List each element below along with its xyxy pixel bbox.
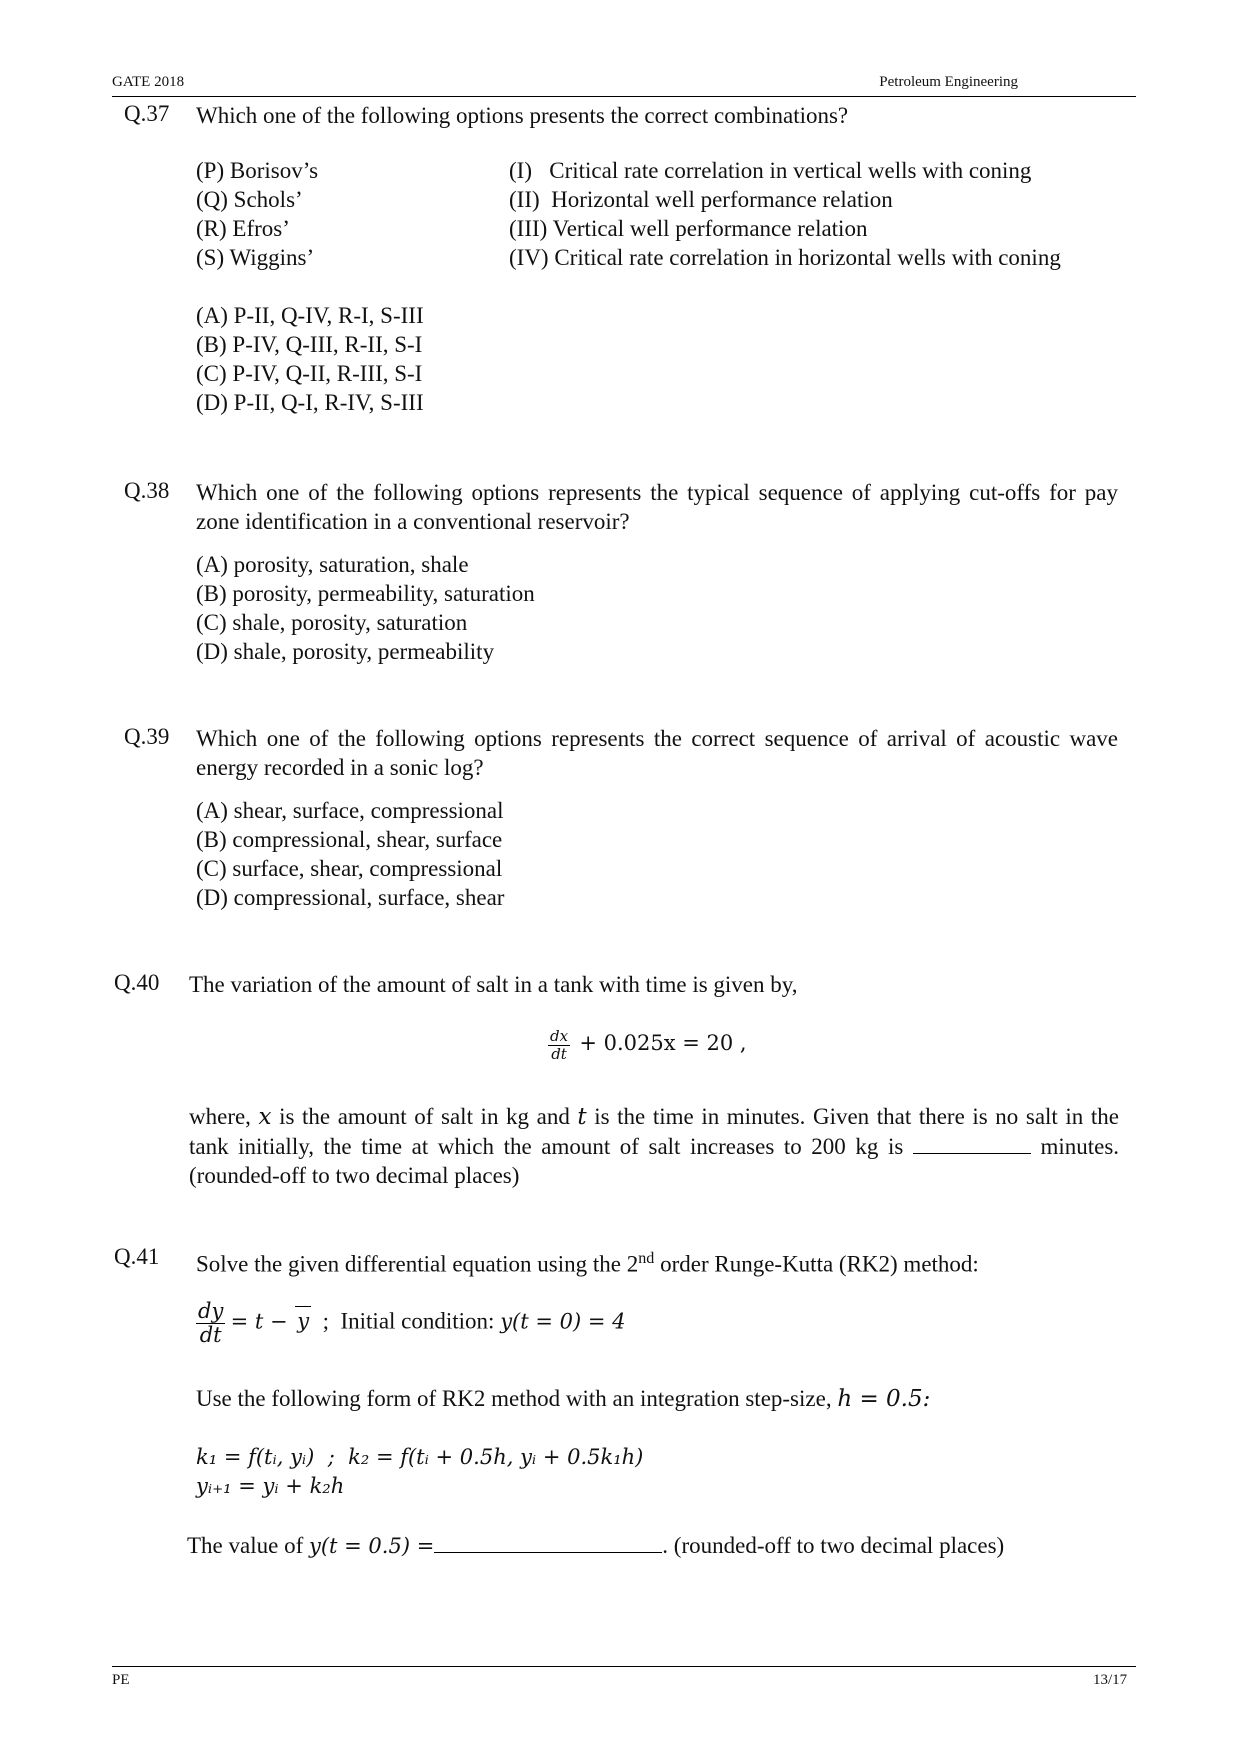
option-c[interactable]: (C) shale, porosity, saturation [196,610,468,635]
match-left-item: (S) Wiggins’ [196,245,315,270]
answer-blank[interactable] [434,1552,662,1553]
match-right-item: (II) Horizontal well performance relation [509,187,893,212]
question-text: Solve the given differential equation using the 2nd order Runge-Kutta (RK2) method: [196,1250,979,1277]
option-a[interactable]: (A) shear, surface, compressional [196,798,504,823]
option-c[interactable]: (C) surface, shear, compressional [196,856,503,881]
answer-line: The value of y(t = 0.5) = . (rounded-off to two decimal places) [187,1533,1005,1558]
sqrt-symbol: y [295,1306,311,1336]
rk2-k-formula: k₁ = f(tᵢ, yᵢ) ; k₂ = f(tᵢ + 0.5h, yᵢ + 0.5k₁h) [196,1445,644,1469]
question-text: Which one of the following options represents the typical sequence of applying cut-offs for pay zone identification in a conventional reservoir? [196,480,1118,534]
option-c[interactable]: (C) P-IV, Q-II, R-III, S-I [196,361,423,386]
option-a[interactable]: (A) P-II, Q-IV, R-I, S-III [196,303,424,328]
method-text: Use the following form of RK2 method with an integration step-size, h = 0.5: [196,1386,931,1412]
option-d[interactable]: (D) compressional, surface, shear [196,885,505,910]
option-a[interactable]: (A) porosity, saturation, shale [196,552,469,577]
match-left-item: (Q) Schols’ [196,187,303,212]
question-number: Q.40 [114,970,160,995]
question-number: Q.41 [114,1244,160,1269]
equation-fraction: $\frac{dy}{dt}$ [198,1299,224,1348]
question-number: Q.38 [124,478,170,503]
footer-code: PE [112,1672,130,1688]
equation-rhs: + 0.025x = 20 , [579,1030,747,1055]
answer-blank[interactable] [913,1153,1031,1154]
option-d[interactable]: (D) shale, porosity, permeability [196,639,495,664]
question-number: Q.39 [124,724,170,749]
question-body: where, x is the amount of salt in kg and t is the time in minutes. Given that there is no salt in the tank initially, the time at which the amount of salt increases to 200 kg is minutes. (rounded-off to two decimal places) [189,1104,1120,1188]
differential-equation: $\frac{dy}{dt}$ = t − y ; Initial condition: y(t = 0) = 4 [198,1299,626,1348]
rk2-update-formula: yᵢ₊₁ = yᵢ + k₂h [196,1474,345,1498]
equation [548,1028,747,1062]
option-b[interactable]: (B) compressional, shear, surface [196,827,503,852]
page-header [112,74,1136,97]
match-right-item: (III) Vertical well performance relation [509,216,868,241]
question-text: Which one of the following options represents the correct sequence of arrival of acoustic wave energy recorded in a sonic log? [196,726,1118,780]
option-d[interactable]: (D) P-II, Q-I, R-IV, S-III [196,390,424,415]
match-right-item: (IV) Critical rate correlation in horizontal wells with coning [509,245,1061,270]
question-number: Q.37 [124,101,170,126]
header-exam: GATE 2018 [112,74,185,90]
page-number: 13/17 [1093,1672,1128,1688]
option-b[interactable]: (B) porosity, permeability, saturation [196,581,535,606]
match-left-item: (R) Efros’ [196,216,290,241]
footer-rule [112,1666,1136,1667]
match-left-item: (P) Borisov’s [196,158,319,183]
equation-fraction: $\frac{dx}{dt}$ [550,1027,569,1063]
match-right-item: (I) Critical rate correlation in vertical wells with coning [509,158,1032,183]
option-b[interactable]: (B) P-IV, Q-III, R-II, S-I [196,332,423,357]
header-subject: Petroleum Engineering [879,74,1018,90]
question-text: Which one of the following options presents the correct combinations? [196,103,849,128]
question-text: The variation of the amount of salt in a tank with time is given by, [189,972,798,997]
